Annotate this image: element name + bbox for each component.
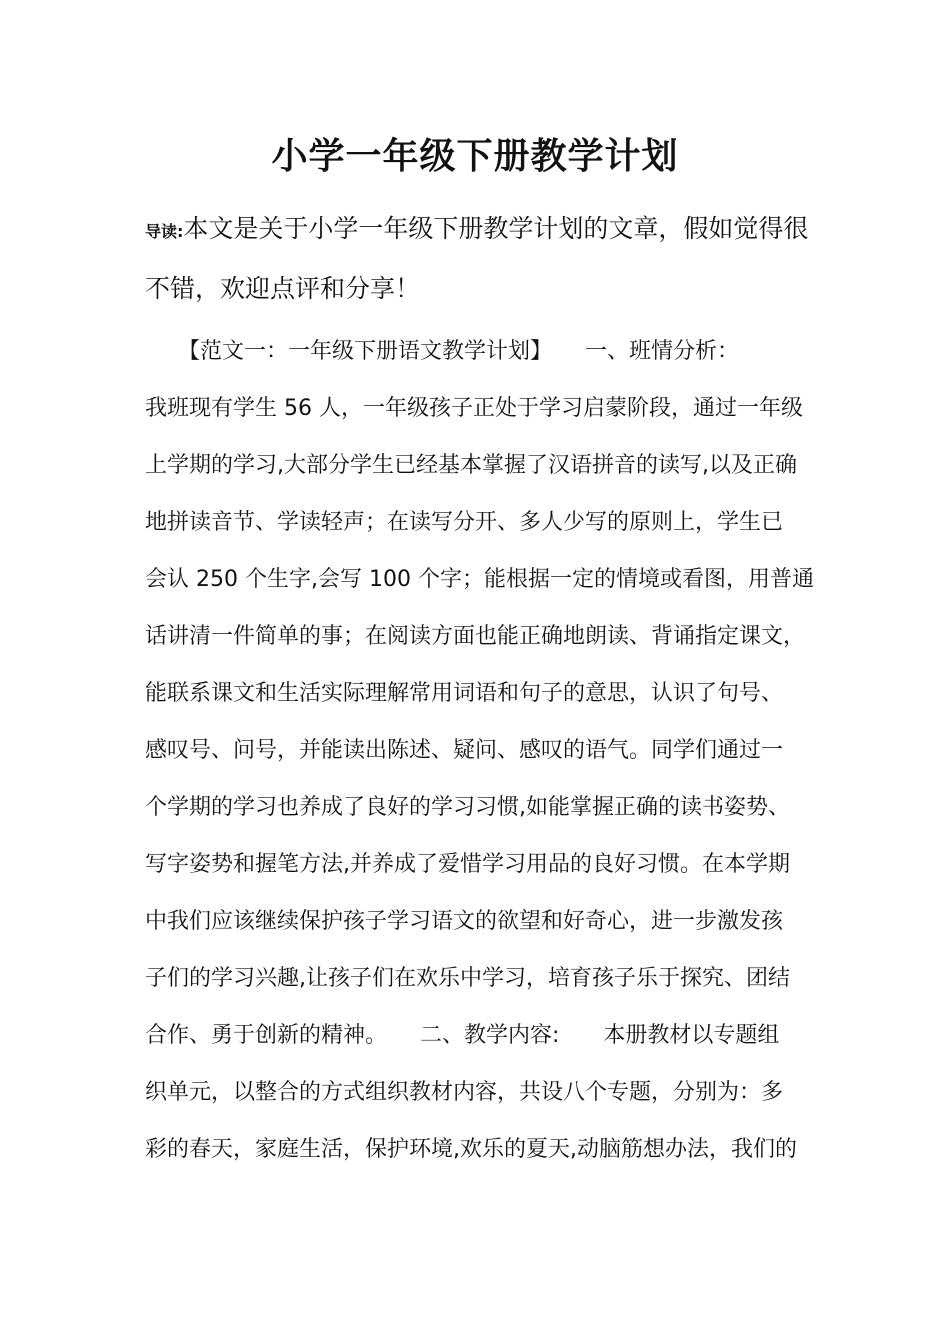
intro-text: 本文是关于小学一年级下册教学计划的文章，假如觉得很不错，欢迎点评和分享！ [145,214,809,303]
body-line: 合作、勇于创新的精神。 二、教学内容: 本册教材以专题组 [145,1023,780,1048]
body-line: 彩的春天，家庭生活，保护环境,欢乐的夏天,动脑筋想办法，我们的 [145,1137,797,1162]
body-line: 上学期的学习,大部分学生已经基本掌握了汉语拼音的读写,以及正确 [145,453,797,478]
body-line: 子们的学习兴趣,让孩子们在欢乐中学习，培育孩子乐于探究、团结 [145,966,790,991]
body-line: 话讲清一件简单的事；在阅读方面也能正确地朗读、背诵指定课文， [145,624,806,649]
body-line: 我班现有学生 56 人，一年级孩子正处于学习启蒙阶段，通过一年级 [145,396,803,421]
intro-paragraph [145,200,815,317]
body-line: 【范文一：一年级下册语文教学计划】 一、班情分析： [145,339,740,364]
body-line: 地拼读音节、学读轻声；在读写分开、多人少写的原则上，学生已 [145,510,784,535]
body-line: 能联系课文和生活实际理解常用词语和句子的意思，认识了句号、 [145,681,784,706]
body-line: 织单元，以整合的方式组织教材内容，共设八个专题，分别为：多 [145,1080,784,1105]
document-title: 小学一年级下册教学计划 [271,136,679,177]
body-line: 感叹号、问号，并能读出陈述、疑问、感叹的语气。同学们通过一 [145,738,784,763]
body-line: 写字姿势和握笔方法,并养成了爱惜学习用品的良好习惯。在本学期 [145,852,790,877]
body-line: 中我们应该继续保护孩子学习语文的欲望和好奇心，进一步激发孩 [145,909,784,934]
body-line: 个学期的学习也养成了良好的学习习惯,如能掌握正确的读书姿势、 [145,795,790,820]
body-line: 会认 250 个生字,会写 100 个字；能根据一定的情境或看图，用普通 [145,567,814,592]
intro-label: 导读: [145,222,184,241]
